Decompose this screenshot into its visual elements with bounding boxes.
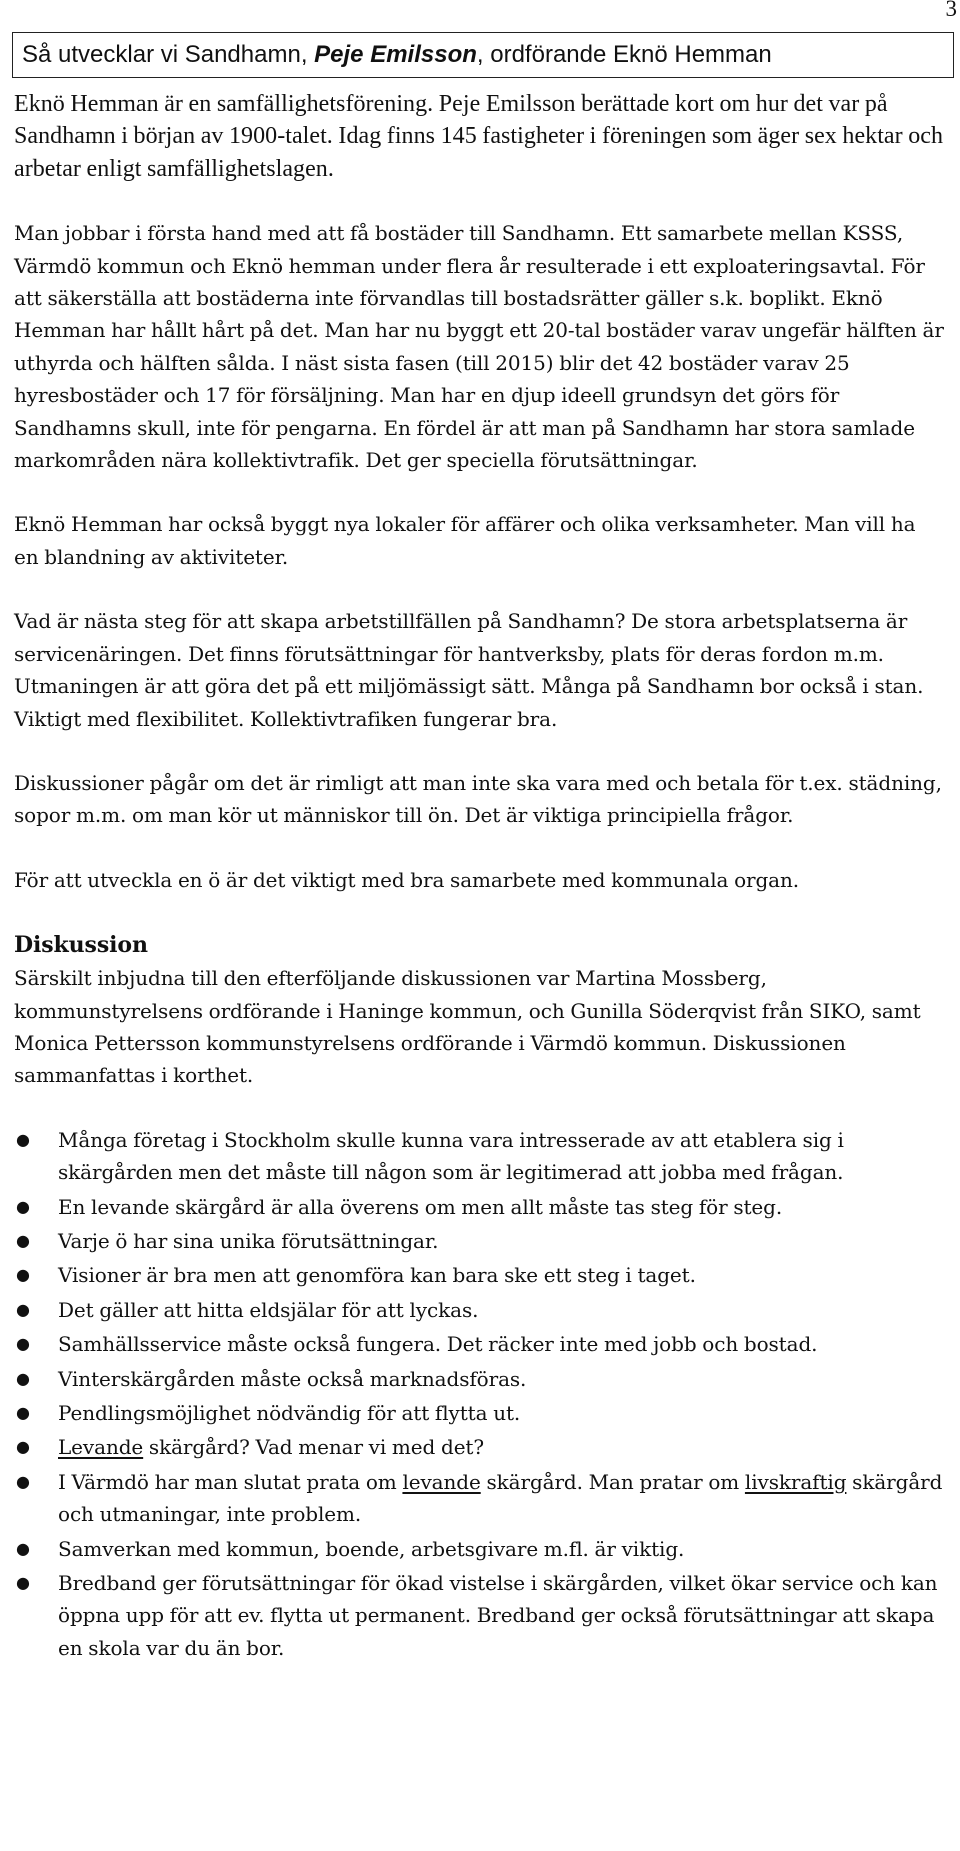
list-item-text: Pendlingsmöjlighet nödvändig för att flytta ut. [58, 1401, 521, 1425]
discussion-intro: Särskilt inbjudna till den efterföljande diskussionen var Martina Mossberg, kommunstyrelsens ordförande i Haninge kommun, och Gunilla Söderqvist från SIKO, samt Monica Pettersson kommunstyrelsens ordförande i Värmdö kommun. Diskussionen sammanfattas i korthet. [14, 966, 921, 1088]
list-item-text: Samhällsservice måste också fungera. Det räcker inte med jobb och bostad. [58, 1332, 818, 1357]
underlined-term: Levande [58, 1435, 144, 1460]
bullet-icon: ● [16, 1471, 30, 1491]
bullet-icon: ● [16, 1437, 30, 1457]
list-item [14, 1567, 944, 1664]
list-item [14, 1533, 944, 1565]
list-item-text: En levande skärgård är alla överens om men allt måste tas steg för steg. [58, 1194, 783, 1219]
bullet-icon: ● [16, 1538, 30, 1558]
paragraph-discussions: Diskussioner pågår om det är rimligt att man inte ska vara med och betala för t.ex. städning, sopor m.m. om man kör ut människor till ön. Det är viktiga principiella frågor. [14, 770, 942, 828]
list-item [14, 1363, 944, 1395]
header-title-prefix: Så utvecklar vi Sandhamn, [22, 41, 315, 68]
paragraph-intro: Eknö Hemman är en samfällighetsförening. Peje Emilsson berättade kort om hur det var på Sandhamn i början av 1900-talet. Idag finns 145 fastigheter i föreningen som äger sex hektar och arbetar enligt samfällighetslagen. [14, 91, 944, 182]
list-item-text: Vinterskärgården måste också marknadsföras. [58, 1366, 527, 1391]
list-item-text: Samverkan med kommun, boende, arbetsgivare m.fl. är viktig. [58, 1536, 685, 1561]
list-item [14, 1431, 944, 1463]
list-item-text: skärgård och utmaningar, inte problem. [58, 1469, 943, 1527]
body-text [14, 88, 944, 1666]
paragraph-housing: Man jobbar i första hand med att få bostäder till Sandhamn. Ett samarbete mellan KSSS, Värmdö kommun och Eknö hemman under flera år resulterade i ett exploateringsavtal. För att säkerställa att bostäderna inte förvandlas till bostadsrätter gäller s.k. boplikt. Eknö Hemman har hållt hårt på det. Man har nu byggt ett 20-tal bostäder varav ungefär hälften är uthyrda och hälften sålda. I näst sista fasen (till 2015) blir det 42 bostäder varav 25 hyresbostäder och 17 för försäljning. Man har en djup ideell grundsyn det görs för Sandhamns skull, inte för pengarna. En fördel är att man på Sandhamn har stora samlade markområden nära kollektivtrafik. Det ger speciella förutsättningar. [14, 221, 944, 473]
list-item [14, 1397, 944, 1429]
header-speaker: Peje Emilsson [314, 41, 477, 68]
paragraph-next-steps: Vad är nästa steg för att skapa arbetstillfällen på Sandhamn? De stora arbetsplatserna är servicenäringen. Det finns förutsättningar för hantverksby, plats för deras fordon m.m. Utmaningen är att göra det på ett miljömässigt sätt. Många på Sandhamn bor också i stan. Viktigt med flexibilitet. Kollektivtrafiken fungerar bra. [14, 609, 924, 731]
list-item [14, 1259, 944, 1291]
bullet-icon: ● [16, 1573, 30, 1593]
list-item-text: Många företag i Stockholm skulle kunna vara intresserade av att etablera sig i skärgården men det måste till någon som är legitimerad att jobba med frågan. [58, 1127, 844, 1185]
bullet-icon: ● [16, 1265, 30, 1285]
bullet-icon: ● [16, 1334, 30, 1354]
list-item [14, 1466, 944, 1531]
list-item-text: Varje ö har sina unika förutsättningar. [58, 1228, 439, 1253]
list-item-text: Bredband ger förutsättningar för ökad vistelse i skärgården, vilket ökar service och kan öppna upp för att ev. flytta ut permanent. Bredband ger också förutsättningar att skapa en skola var du än bor. [58, 1571, 938, 1660]
page-number: 3 [945, 0, 957, 21]
list-item [14, 1294, 944, 1326]
bullet-icon: ● [16, 1368, 30, 1388]
paragraph-cooperation: För att utveckla en ö är det viktigt med bra samarbete med kommunala organ. [14, 867, 800, 892]
list-item-text: skärgård? Vad menar vi med det? [143, 1435, 484, 1460]
list-item-text: Visioner är bra men att genomföra kan bara ske ett steg i taget. [58, 1263, 696, 1288]
header-title-suffix: , ordförande Eknö Hemman [476, 41, 772, 68]
list-item-text: skärgård. Man pratar om [480, 1469, 745, 1494]
bullet-icon: ● [16, 1196, 30, 1216]
section-header-box [12, 32, 954, 78]
bullet-icon: ● [16, 1403, 30, 1422]
underlined-term: levande [402, 1469, 481, 1494]
list-item [14, 1328, 944, 1360]
list-item [14, 1191, 944, 1223]
discussion-heading: Diskussion [14, 932, 148, 959]
list-item [14, 1225, 944, 1257]
list-item-text: I Värmdö har man slutat prata om [58, 1469, 403, 1494]
paragraph-premises: Eknö Hemman har också byggt nya lokaler för affärer och olika verksamheter. Man vill ha en blandning av aktiviteter. [14, 512, 916, 569]
bullet-icon: ● [16, 1230, 30, 1250]
discussion-bullet-list [14, 1124, 944, 1665]
underlined-term: livskraftig [744, 1469, 847, 1494]
list-item-text: Det gäller att hitta eldsjälar för att lyckas. [58, 1297, 479, 1322]
bullet-icon: ● [16, 1129, 30, 1149]
list-item [14, 1124, 944, 1189]
bullet-icon: ● [16, 1299, 30, 1319]
